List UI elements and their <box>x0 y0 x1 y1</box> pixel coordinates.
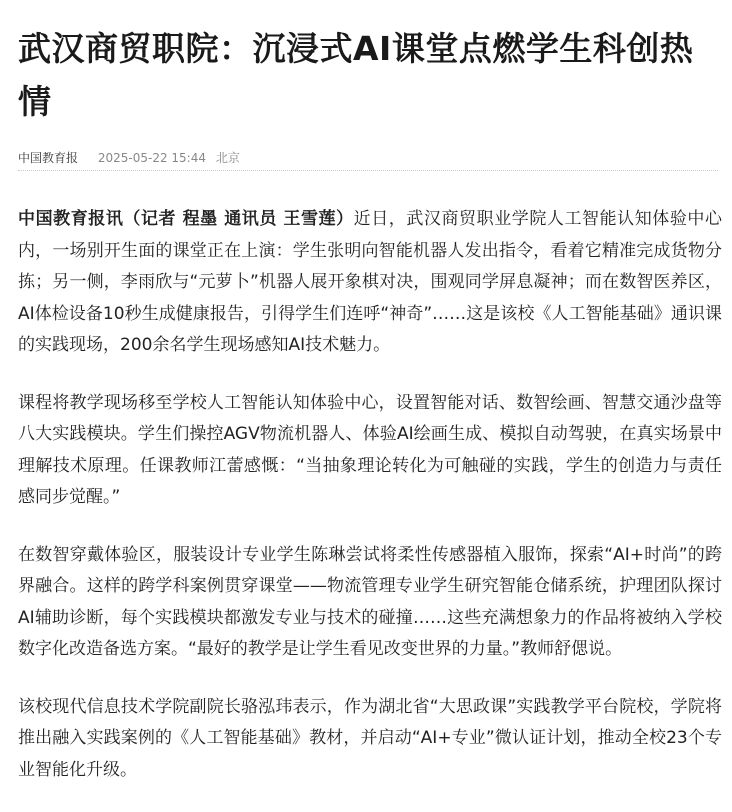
paragraph-lead: 中国教育报讯（记者 程墨 通讯员 王雪莲） <box>18 209 354 229</box>
paragraph-2 <box>18 388 722 514</box>
paragraph-1 <box>18 204 722 362</box>
publish-location: 北京 <box>215 151 240 165</box>
header-divider <box>18 170 718 171</box>
paragraph-4 <box>18 692 722 787</box>
paragraph-text: 在数智穿戴体验区，服装设计专业学生陈琳尝试将柔性传感器植入服饰，探索“AI+时尚”的跨界融合。这样的跨学科案例贯穿课堂——物流管理专业学生研究智能仓储系统，护理团队探讨AI辅助诊断，每个实践模块都激发专业与技术的碰撞……这些充满想象力的作品将被纳入学校数字化改造备选方案。“最好的教学是让学生看见改变世界的力量。”教师舒偲说。 <box>18 544 722 659</box>
paragraph-3 <box>18 540 722 666</box>
article-title: 武汉商贸职院：沉浸式AI课堂点燃学生科创热情 <box>18 29 694 121</box>
paragraph-text: 课程将教学现场移至学校人工智能认知体验中心，设置智能对话、数智绘画、智慧交通沙盘等八大实践模块。学生们操控AGV物流机器人、体验AI绘画生成、模拟自动驾驶，在真实场景中理解技术原理。任课教师江蕾感慨：“当抽象理论转化为可触碰的实践，学生的创造力与责任感同步觉醒。” <box>18 392 722 507</box>
article-meta <box>18 146 720 170</box>
publish-datetime: 2025-05-22 15:44 <box>97 151 206 165</box>
source-link[interactable]: 中国教育报 <box>18 151 79 165</box>
paragraph-text: 近日，武汉商贸职业学院人工智能认知体验中心内，一场别开生面的课堂正在上演：学生张明向智能机器人发出指令，看着它精准完成货物分拣；另一侧，李雨欣与“元萝卜”机器人展开象棋对决，围观同学屏息凝神；而在数智医养区，AI体检设备10秒生成健康报告，引得学生们连呼“神奇”……这是该校《人工智能基础》通识课的实践现场，200余名学生现场感知AI技术魅力。 <box>18 209 722 355</box>
paragraph-text: 该校现代信息技术学院副院长骆泓玮表示，作为湖北省“大思政课”实践教学平台院校，学院将推出融入实践案例的《人工智能基础》教材，并启动“AI+专业”微认证计划，推动全校23个专业智能化升级。 <box>18 696 722 780</box>
article-header <box>18 0 720 170</box>
article-body <box>18 204 722 812</box>
